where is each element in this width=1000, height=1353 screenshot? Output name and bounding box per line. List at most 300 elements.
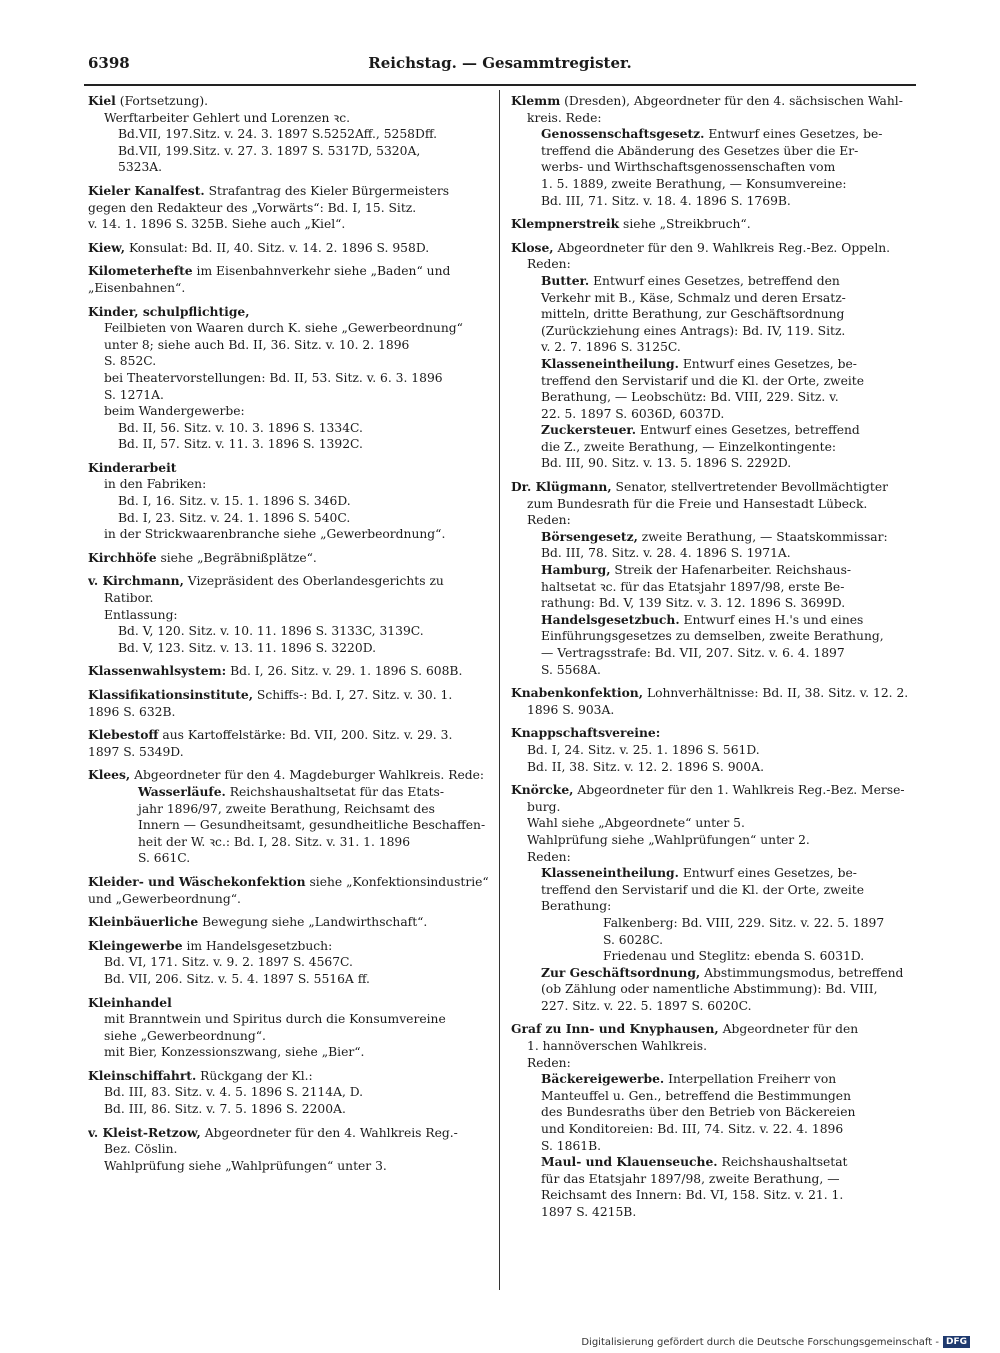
entry-line: [88, 1084, 498, 1101]
entry-line: [511, 702, 921, 719]
entry-text: v. 14. 1. 1896 S. 325B. Siehe auch „Kiel“.: [88, 217, 346, 232]
entry-text: werbs- und Wirthschaftsgenossenschaften vom: [541, 160, 836, 175]
entry-line: [511, 832, 921, 849]
entry-line: [511, 126, 921, 143]
entry-text: (ob Zählung oder namentliche Abstimmung): Bd. VIII,: [541, 982, 878, 997]
entry-line: [511, 915, 921, 932]
headword: Knabenkonfektion,: [511, 685, 644, 701]
headword: Kleinschiffahrt.: [88, 1067, 197, 1083]
entry-line: [511, 406, 921, 423]
entry-text: Berathung:: [541, 899, 612, 914]
entry-line: [511, 1021, 921, 1038]
index-entry: [88, 460, 498, 543]
entry-text: mit Bier, Konzessionszwang, siehe „Bier“.: [104, 1045, 365, 1060]
entry-line: [88, 767, 498, 784]
entry-line: [511, 998, 921, 1015]
column-divider: [499, 90, 500, 1290]
entry-line: [511, 216, 921, 233]
entry-line: [511, 422, 921, 439]
entry-line: [511, 389, 921, 406]
index-entry: [88, 263, 498, 296]
entry-line: [511, 815, 921, 832]
entry-line: [88, 1011, 498, 1028]
entry-text: Bd. III, 83. Sitz. v. 4. 5. 1896 S. 2114A, D.: [104, 1085, 364, 1100]
entry-text: Reden:: [527, 849, 571, 864]
entry-text: Rückgang der Kl.:: [196, 1068, 313, 1083]
entry-line: [88, 687, 498, 704]
headword: Kleingewerbe: [88, 937, 183, 953]
entry-text: siehe „Begräbnißplätze“.: [156, 550, 317, 565]
index-entry: [88, 727, 498, 760]
entry-text: Bd. III, 78. Sitz. v. 28. 4. 1896 S. 1971A.: [541, 546, 791, 561]
headword: Kiel: [88, 93, 116, 108]
index-entry: [88, 1068, 498, 1118]
headword: Klemm: [511, 93, 561, 108]
entry-text: Falkenberg: Bd. VIII, 229. Sitz. v. 22. 5. 1897: [603, 915, 885, 930]
index-entry: [88, 240, 498, 257]
headword: Klassenwahlsystem:: [88, 663, 227, 679]
entry-line: [511, 1138, 921, 1155]
headword: Butter.: [541, 272, 590, 288]
entry-text: Bd. II, 38. Sitz. v. 12. 2. 1896 S. 900A.: [527, 759, 764, 774]
entry-text: treffend den Servistarif und die Kl. der Orte, zweite: [541, 373, 865, 388]
entry-text: mitteln, dritte Berathung, zur Geschäftsordnung: [541, 307, 845, 322]
entry-text: jahr 1896/97, zweite Berathung, Reichsamt des: [138, 801, 435, 816]
index-entry: [88, 93, 498, 176]
entry-text: Abstimmungsmodus, betreffend: [700, 965, 904, 980]
index-entry: [88, 663, 498, 680]
entry-line: [511, 898, 921, 915]
entry-text: Werftarbeiter Gehlert und Lorenzen ꝛc.: [104, 110, 351, 125]
entry-text: unter 8; siehe auch Bd. II, 36. Sitz. v. 10. 2. 1896: [104, 337, 410, 352]
entry-text: die Z., zweite Berathung, — Einzelkontingente:: [541, 439, 837, 454]
entry-text: siehe „Gewerbeordnung“.: [104, 1028, 266, 1043]
entry-text: Ratibor.: [104, 591, 154, 606]
headword: Kiew,: [88, 239, 126, 255]
entry-line: [511, 1187, 921, 1204]
entry-line: [511, 273, 921, 290]
entry-line: [511, 782, 921, 799]
entry-text: Bd. I, 24. Sitz. v. 25. 1. 1896 S. 561D.: [527, 742, 760, 757]
entry-line: [88, 110, 498, 127]
entry-text: „Eisenbahnen“.: [88, 280, 186, 295]
headword: Handelsgesetzbuch.: [541, 611, 680, 627]
entry-line: [511, 981, 921, 998]
entry-line: [511, 1088, 921, 1105]
headword: Kieler Kanalfest.: [88, 182, 205, 198]
entry-text: Bd.VII, 199.Sitz. v. 27. 3. 1897 S. 5317D, 5320A,: [118, 143, 421, 158]
entry-text: Bd. V, 123. Sitz. v. 13. 11. 1896 S. 3220D.: [118, 640, 377, 655]
headword: Knappschaftsvereine:: [511, 725, 661, 741]
index-entry: [511, 216, 921, 233]
entry-text: Bd. I, 26. Sitz. v. 29. 1. 1896 S. 608B.: [226, 664, 463, 679]
entry-line: [88, 744, 498, 761]
entry-line: [88, 200, 498, 217]
entry-line: [511, 240, 921, 257]
entry-line: [88, 1101, 498, 1118]
entry-line: [88, 216, 498, 233]
entry-text: Lohnverhältnisse: Bd. II, 38. Sitz. v. 12. 2.: [643, 686, 909, 701]
headword: Kirchhöfe: [88, 549, 157, 565]
index-entry: [88, 995, 498, 1061]
footer-credit: Digitalisierung gefördert durch die Deutsche Forschungsgemeinschaft -: [581, 1336, 939, 1348]
entry-line: [88, 663, 498, 680]
entry-text: 227. Sitz. v. 22. 5. 1897 S. 6020C.: [541, 998, 752, 1013]
entry-line: [88, 1141, 498, 1158]
entry-line: [511, 595, 921, 612]
entry-text: im Handelsgesetzbuch:: [182, 938, 333, 953]
entry-text: mit Branntwein und Spiritus durch die Konsumvereine: [104, 1012, 446, 1027]
headword: Wasserläufe.: [138, 783, 226, 799]
entry-text: in der Strickwaarenbranche siehe „Gewerbeordnung“.: [104, 527, 446, 542]
entry-line: [88, 590, 498, 607]
page-header: [84, 50, 916, 86]
index-entry: [88, 1125, 498, 1175]
entry-line: [88, 460, 498, 477]
entry-text: beim Wandergewerbe:: [104, 404, 245, 419]
entry-line: [88, 183, 498, 200]
headword: Knörcke,: [511, 782, 574, 798]
entry-line: [88, 263, 498, 280]
headword: Klassifikationsinstitute,: [88, 687, 253, 702]
entry-line: [88, 510, 498, 527]
entry-text: und Konditoreien: Bd. III, 74. Sitz. v. 22. 4. 1896: [541, 1122, 844, 1137]
entry-line: [511, 512, 921, 529]
entry-text: Reden:: [527, 513, 571, 528]
entry-text: Reichsamt des Innern: Bd. VI, 158. Sitz. v. 21. 1.: [541, 1188, 844, 1203]
entry-text: 5323A.: [118, 160, 163, 175]
entry-text: siehe „Konfektionsindustrie“: [305, 874, 489, 889]
entry-line: [88, 834, 498, 851]
index-entry: [511, 725, 921, 775]
right-column: [511, 93, 921, 1228]
entry-text: Reden:: [527, 257, 571, 272]
entry-line: [88, 623, 498, 640]
entry-line: [88, 1028, 498, 1045]
entry-line: [511, 1071, 921, 1088]
entry-text: 1897 S. 4215B.: [541, 1205, 637, 1219]
entry-text: Entwurf eines H.'s und eines: [679, 612, 864, 627]
entry-line: [511, 1121, 921, 1138]
headword: Börsengesetz,: [541, 528, 638, 544]
headword: Bäckereigewerbe.: [541, 1071, 665, 1087]
entry-text: Innern — Gesundheitsamt, gesundheitliche Beschaffen-: [138, 818, 486, 833]
entry-line: [88, 403, 498, 420]
headword: Klees,: [88, 767, 131, 783]
headword: Zuckersteuer.: [541, 422, 637, 438]
headword: Zur Geschäftsordnung,: [541, 964, 701, 980]
headword: Klose,: [511, 239, 554, 255]
entry-text: Bd. VI, 171. Sitz. v. 9. 2. 1897 S. 4567C.: [104, 955, 353, 970]
page-number: 6398: [88, 54, 130, 72]
entry-text: Bd. VII, 206. Sitz. v. 5. 4. 1897 S. 5516A ff.: [104, 971, 370, 986]
entry-line: [511, 455, 921, 472]
entry-text: Bd. II, 56. Sitz. v. 10. 3. 1896 S. 1334C.: [118, 420, 363, 435]
entry-line: [511, 628, 921, 645]
headword: v. Kleist-Retzow,: [88, 1124, 201, 1140]
entry-line: [88, 914, 498, 931]
entry-text: (Dresden), Abgeordneter für den 4. sächsischen Wahl-: [560, 94, 903, 108]
entry-line: [511, 1104, 921, 1121]
entry-text: Entwurf eines Gesetzes, be-: [704, 127, 883, 142]
entry-line: [511, 662, 921, 679]
entry-text: Entwurf eines Gesetzes, be-: [678, 866, 857, 881]
entry-text: rathung: Bd. V, 139 Sitz. v. 3. 12. 1896 S. 3699D.: [541, 596, 846, 611]
entry-line: [88, 304, 498, 321]
entry-line: [88, 476, 498, 493]
entry-text: Reden:: [527, 1055, 571, 1070]
entry-line: [511, 439, 921, 456]
entry-text: Entlassung:: [104, 607, 178, 622]
entry-line: [511, 1171, 921, 1188]
entry-line: [88, 337, 498, 354]
entry-line: [511, 865, 921, 882]
entry-text: Abgeordneter für den 1. Wahlkreis Reg.-Bez. Merse-: [573, 783, 905, 798]
entry-line: [511, 645, 921, 662]
entry-line: [511, 965, 921, 982]
headword: Klasseneintheilung.: [541, 865, 679, 881]
entry-line: [88, 93, 498, 110]
entry-line: [511, 479, 921, 496]
headword: Kleinhandel: [88, 994, 172, 1010]
entry-line: [511, 93, 921, 110]
index-entry: [511, 479, 921, 678]
entry-text: burg.: [527, 799, 561, 814]
running-title: Reichstag. — Gesammtregister.: [368, 54, 632, 72]
entry-text: S. 661C.: [138, 851, 191, 866]
entry-text: Entwurf eines Gesetzes, be-: [678, 356, 857, 371]
entry-text: Reichshaushaltsetat für das Etats-: [225, 784, 444, 799]
headword: Dr. Klügmann,: [511, 479, 612, 495]
index-entry: [88, 550, 498, 567]
entry-line: [88, 526, 498, 543]
entry-text: Entwurf eines Gesetzes, betreffend den: [589, 273, 840, 288]
entry-text: Interpellation Freiherr von: [664, 1072, 837, 1087]
index-entry: [511, 93, 921, 209]
entry-text: Abgeordneter für den 4. Wahlkreis Reg.-: [200, 1125, 458, 1140]
entry-text: Konsulat: Bd. II, 40. Sitz. v. 14. 2. 1896 S. 958D.: [125, 240, 430, 255]
entry-line: [88, 126, 498, 143]
entry-line: [511, 529, 921, 546]
entry-text: Bez. Cöslin.: [104, 1142, 178, 1157]
entry-text: (Fortsetzung).: [115, 94, 209, 108]
entry-text: Bd. II, 57. Sitz. v. 11. 3. 1896 S. 1392C.: [118, 437, 363, 452]
entry-line: [88, 727, 498, 744]
headword: Klasseneintheilung.: [541, 355, 679, 371]
entry-line: [511, 882, 921, 899]
entry-text: Abgeordneter für den 4. Magdeburger Wahlkreis. Rede:: [130, 768, 485, 783]
entry-text: — Vertragsstrafe: Bd. VII, 207. Sitz. v. 6. 4. 1897: [541, 646, 845, 660]
left-column: [88, 93, 498, 1181]
entry-text: 1. hannöverschen Wahlkreis.: [527, 1039, 707, 1054]
entry-line: [88, 353, 498, 370]
entry-text: Wahlprüfung siehe „Wahlprüfungen“ unter 2.: [527, 832, 810, 847]
headword: Kilometerhefte: [88, 263, 193, 279]
entry-text: Wahl siehe „Abgeordnete“ unter 5.: [527, 816, 745, 831]
entry-text: im Eisenbahnverkehr siehe „Baden“ und: [192, 264, 451, 279]
index-entry: [88, 573, 498, 656]
entry-text: (Zurückziehung eines Antrags): Bd. IV, 119. Sitz.: [541, 323, 846, 338]
entry-text: S. 5568A.: [541, 662, 601, 677]
entry-line: [511, 176, 921, 193]
entry-line: [511, 339, 921, 356]
headword: v. Kirchmann,: [88, 573, 184, 589]
entry-text: siehe „Streikbruch“.: [619, 217, 751, 232]
headword: Kinder, schulpflichtige,: [88, 303, 250, 319]
entry-text: haltsetat ꝛc. für das Etatsjahr 1897/98, erste Be-: [541, 579, 845, 594]
index-entry: [88, 183, 498, 233]
entry-text: 1. 5. 1889, zweite Berathung, — Konsumvereine:: [541, 176, 847, 191]
entry-text: für das Etatsjahr 1897/98, zweite Berathung, —: [541, 1171, 840, 1186]
entry-text: Entwurf eines Gesetzes, betreffend: [636, 423, 860, 438]
headword: Maul- und Klauenseuche.: [541, 1154, 718, 1170]
entry-line: [88, 891, 498, 908]
entry-line: [511, 742, 921, 759]
entry-text: Bd. III, 86. Sitz. v. 7. 5. 1896 S. 2200A.: [104, 1102, 346, 1117]
entry-text: zum Bundesrath für die Freie und Hansestadt Lübeck.: [527, 496, 868, 511]
headword: Genossenschaftsgesetz.: [541, 126, 705, 142]
entry-line: [511, 948, 921, 965]
entry-text: Bd. III, 90. Sitz. v. 13. 5. 1896 S. 2292D.: [541, 456, 792, 471]
entry-text: Bd. III, 71. Sitz. v. 18. 4. 1896 S. 1769B.: [541, 193, 791, 208]
entry-line: [511, 1154, 921, 1171]
entry-line: [511, 579, 921, 596]
entry-text: Vizepräsident des Oberlandesgerichts zu: [183, 574, 444, 589]
index-entry: [88, 767, 498, 867]
entry-line: [511, 545, 921, 562]
entry-line: [511, 1055, 921, 1072]
entry-line: [88, 159, 498, 176]
entry-line: [88, 874, 498, 891]
headword: Graf zu Inn- und Knyphausen,: [511, 1021, 719, 1037]
footer: [581, 1336, 970, 1348]
entry-line: [511, 256, 921, 273]
entry-text: und „Gewerbeordnung“.: [88, 891, 241, 906]
entry-text: Feilbieten von Waaren durch K. siehe „Gewerbeordnung“: [104, 321, 463, 336]
entry-text: v. 2. 7. 1896 S. 3125C.: [541, 340, 681, 355]
entry-line: [88, 704, 498, 721]
entry-text: aus Kartoffelstärke: Bd. VII, 200. Sitz. v. 29. 3.: [158, 728, 453, 743]
entry-line: [511, 799, 921, 816]
entry-text: in den Fabriken:: [104, 477, 207, 492]
index-entry: [88, 687, 498, 720]
entry-line: [88, 370, 498, 387]
headword: Kinderarbeit: [88, 459, 177, 475]
entry-line: [511, 356, 921, 373]
entry-text: S. 1271A.: [104, 387, 164, 402]
index-entry: [511, 782, 921, 1014]
index-entry: [511, 1021, 921, 1220]
entry-line: [88, 573, 498, 590]
entry-text: Berathung, — Leobschütz: Bd. VIII, 229. Sitz. v.: [541, 390, 839, 405]
headword: Klebestoff: [88, 727, 159, 743]
dfg-logo-icon: DFG: [943, 1336, 970, 1348]
entry-text: Bd. I, 23. Sitz. v. 24. 1. 1896 S. 540C.: [118, 510, 351, 525]
entry-line: [511, 849, 921, 866]
entry-line: [88, 320, 498, 337]
entry-line: [511, 110, 921, 127]
entry-text: treffend die Abänderung des Gesetzes über die Er-: [541, 143, 859, 158]
entry-line: [511, 193, 921, 210]
entry-line: [511, 1038, 921, 1055]
entry-line: [511, 1204, 921, 1221]
entry-line: [88, 420, 498, 437]
entry-line: [88, 995, 498, 1012]
entry-line: [511, 759, 921, 776]
entry-line: [511, 373, 921, 390]
entry-line: [88, 784, 498, 801]
entry-line: [88, 954, 498, 971]
entry-text: heit der W. ꝛc.: Bd. I, 28. Sitz. v. 31. 1. 1896: [138, 834, 411, 849]
entry-text: des Bundesraths über den Betrieb von Bäckereien: [541, 1105, 856, 1120]
entry-text: zweite Berathung, — Staatskommissar:: [637, 529, 888, 544]
entry-line: [88, 938, 498, 955]
entry-text: Verkehr mit B., Käse, Schmalz und deren Ersatz-: [541, 290, 846, 305]
entry-text: Einführungsgesetzes zu demselben, zweite Berathung,: [541, 629, 884, 644]
entry-line: [88, 1068, 498, 1085]
index-entry: [88, 874, 498, 907]
entry-text: Bd.VII, 197.Sitz. v. 24. 3. 1897 S.5252Aff., 5258Dff.: [118, 127, 438, 142]
entry-text: treffend den Servistarif und die Kl. der Orte, zweite: [541, 882, 865, 897]
headword: Kleinbäuerliche: [88, 914, 199, 930]
entry-line: [88, 1125, 498, 1142]
entry-line: [88, 607, 498, 624]
entry-text: Streik der Hafenarbeiter. Reichshaus-: [610, 563, 852, 578]
entry-text: Wahlprüfung siehe „Wahlprüfungen“ unter 3.: [104, 1158, 387, 1173]
entry-text: Abgeordneter für den: [718, 1022, 859, 1037]
entry-line: [511, 932, 921, 949]
headword: Kleider- und Wäschekonfektion: [88, 873, 306, 889]
entry-text: Senator, stellvertretender Bevollmächtigter: [611, 480, 889, 495]
entry-line: [511, 562, 921, 579]
entry-line: [88, 850, 498, 867]
entry-line: [511, 290, 921, 307]
entry-line: [511, 306, 921, 323]
index-entry: [511, 685, 921, 718]
entry-line: [88, 387, 498, 404]
entry-text: Schiffs-: Bd. I, 27. Sitz. v. 30. 1.: [252, 688, 453, 702]
index-entry: [88, 914, 498, 931]
index-entry: [88, 938, 498, 988]
entry-line: [88, 550, 498, 567]
entry-line: [88, 1158, 498, 1175]
entry-text: bei Theatervorstellungen: Bd. II, 53. Sitz. v. 6. 3. 1896: [104, 370, 443, 385]
headword: Klempnerstreik: [511, 216, 620, 232]
entry-line: [511, 143, 921, 160]
entry-line: [88, 143, 498, 160]
entry-text: Abgeordneter für den 9. Wahlkreis Reg.-Bez. Oppeln.: [553, 240, 891, 255]
headword: Hamburg,: [541, 562, 611, 578]
entry-text: Strafantrag des Kieler Bürgermeisters: [204, 183, 450, 198]
entry-line: [88, 971, 498, 988]
entry-line: [88, 801, 498, 818]
entry-line: [511, 496, 921, 513]
index-entry: [511, 240, 921, 472]
entry-text: Bd. V, 120. Sitz. v. 10. 11. 1896 S. 3133C, 3139C.: [118, 624, 424, 639]
entry-line: [511, 323, 921, 340]
entry-line: [88, 240, 498, 257]
entry-text: Friedenau und Steglitz: ebenda S. 6031D.: [603, 949, 865, 964]
entry-line: [511, 685, 921, 702]
entry-text: Bewegung siehe „Landwirthschaft“.: [198, 915, 428, 930]
entry-line: [511, 159, 921, 176]
entry-text: 1897 S. 5349D.: [88, 744, 184, 759]
entry-text: kreis. Rede:: [527, 110, 602, 125]
entry-line: [88, 817, 498, 834]
entry-text: 1896 S. 903A.: [527, 702, 615, 717]
entry-text: gegen den Redakteur des „Vorwärts“: Bd. I, 15. Sitz.: [88, 200, 417, 215]
index-entry: [88, 304, 498, 453]
